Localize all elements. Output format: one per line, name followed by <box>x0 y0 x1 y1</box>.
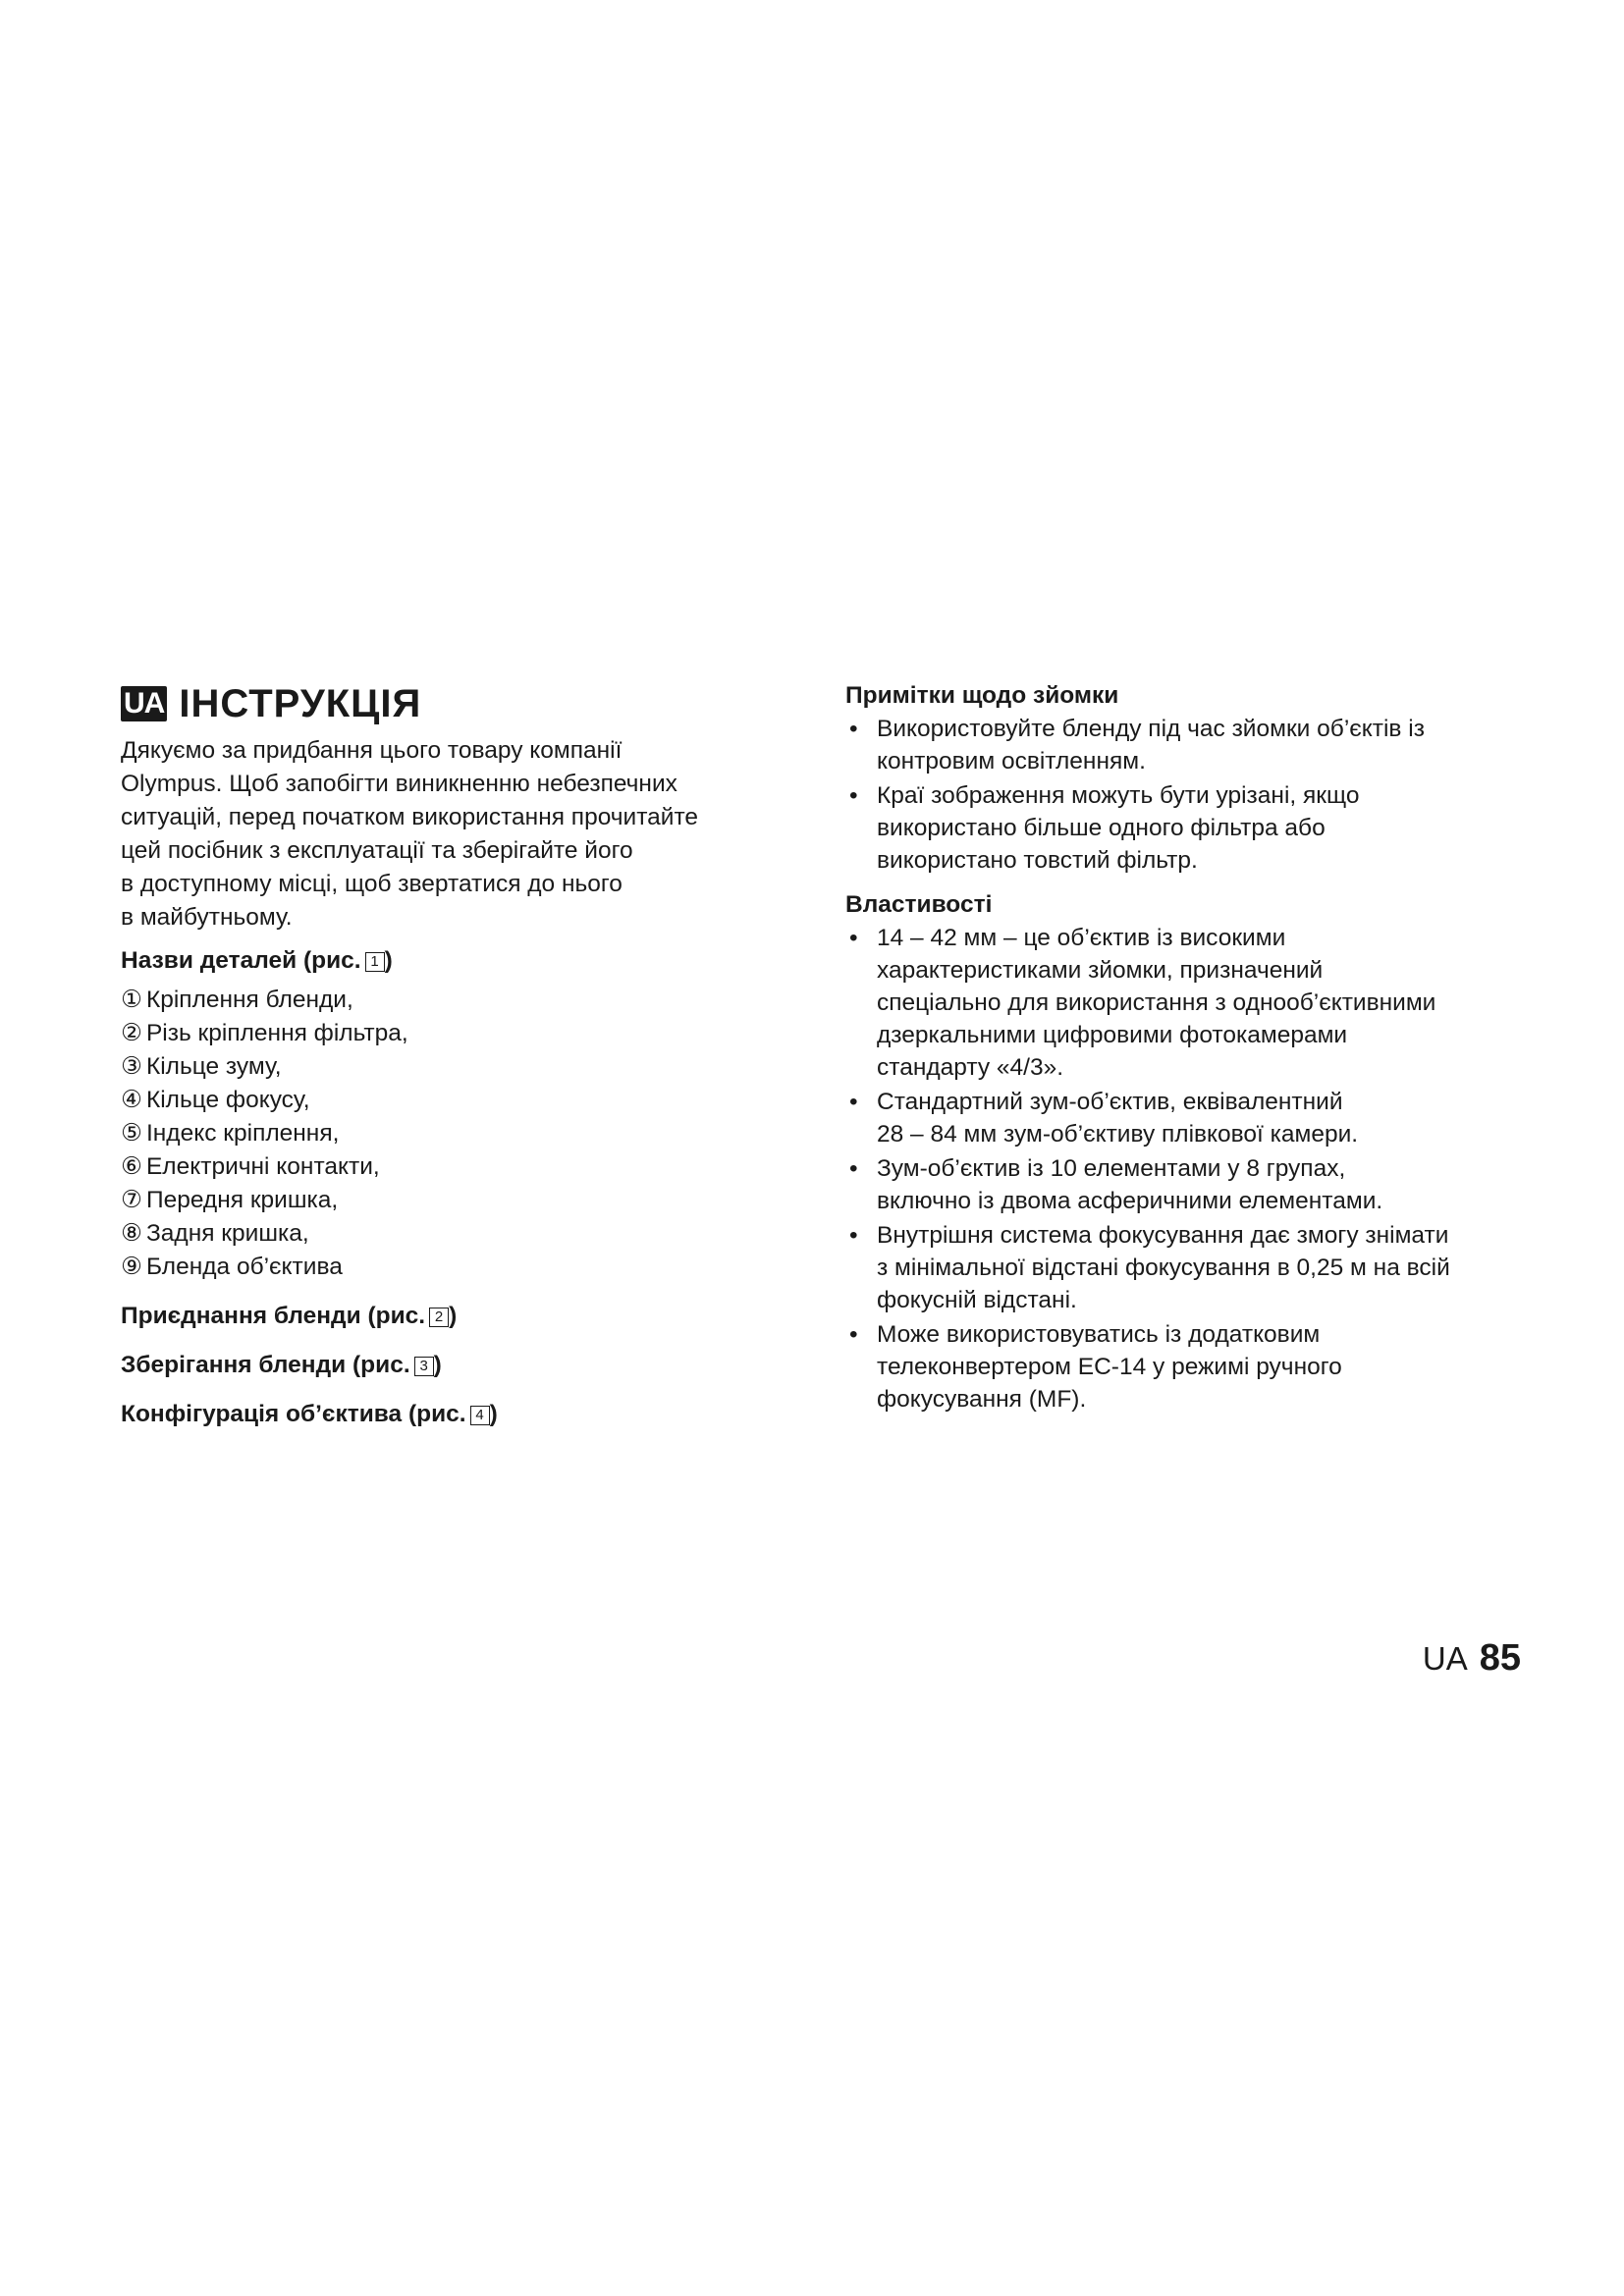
parts-list <box>121 984 788 1284</box>
list-item: ⑨ Бленда об’єктива <box>121 1254 343 1280</box>
list-item: ③ Кільце зуму, <box>121 1053 282 1080</box>
shooting-notes-heading: Примітки щодо зйомки <box>845 682 1119 709</box>
list-item: • Зум-об’єктив із 10 елементами у 8 групах, включно із двома асферичними елементами. <box>849 1155 1383 1214</box>
page-title: ІНСТРУКЦІЯ <box>179 681 422 725</box>
list-item: • Краї зображення можуть бути урізані, якщо використано більше одного фільтра або використано товстий фільтр. <box>849 782 1360 874</box>
store-hood-heading: Зберігання бленди (рис. 3 ) <box>121 1352 442 1378</box>
intro-line: в майбутньому. <box>121 904 293 931</box>
intro-line: ситуацій, перед початком використання прочитайте <box>121 804 699 830</box>
page-number <box>1423 1637 1521 1680</box>
figure-ref-4: 4 <box>470 1406 490 1425</box>
features-heading: Властивості <box>845 891 993 918</box>
list-item: ① Кріплення бленди, <box>121 987 353 1013</box>
figure-ref-1: 1 <box>365 952 385 972</box>
right-column <box>845 679 1523 1417</box>
list-item: • Внутрішня система фокусування дає змогу знімати з мінімальної відстані фокусування в 0,25 м на всій фокусній відстані. <box>849 1222 1450 1313</box>
shooting-notes-list <box>845 713 1523 877</box>
intro-line: в доступному місці, щоб звертатися до нього <box>121 871 623 897</box>
list-item: ⑥ Електричні контакти, <box>121 1153 380 1180</box>
list-item: ⑧ Задня кришка, <box>121 1220 309 1247</box>
list-item: • Стандартний зум-об’єктив, еквівалентний 28 – 84 мм зум-об’єктиву плівкової камери. <box>849 1089 1359 1148</box>
list-item: ⑦ Передня кришка, <box>121 1187 339 1213</box>
list-item: ⑤ Індекс кріплення, <box>121 1120 340 1147</box>
intro-paragraph <box>121 734 788 934</box>
attach-hood-heading: Приєднання бленди (рис. 2 ) <box>121 1303 458 1329</box>
parts-heading: Назви деталей (рис. 1 ) <box>121 947 393 974</box>
intro-line: цей посібник з експлуатації та зберігайте його <box>121 837 633 864</box>
list-item: • 14 – 42 мм – це об’єктив із високими характеристиками зйомки, призначений спеціально для використання з однооб’єктивними дзеркальними цифровими фотокамерами стандарту «4/3». <box>849 925 1436 1081</box>
list-item: ② Різь кріплення фільтра, <box>121 1020 408 1046</box>
language-badge: UA <box>121 686 167 721</box>
list-item: • Може використовуватись із додатковим телеконвертером EC-14 у режимі ручного фокусування (MF). <box>849 1321 1342 1413</box>
page-language-code: UA <box>1422 1640 1468 1677</box>
list-item: ④ Кільце фокусу, <box>121 1087 310 1113</box>
page-number-value: 85 <box>1479 1637 1521 1679</box>
left-column <box>121 679 788 1431</box>
list-item: • Використовуйте бленду під час зйомки об’єктів із контровим освітленням. <box>849 716 1425 774</box>
figure-ref-2: 2 <box>429 1308 449 1327</box>
intro-line: Olympus. Щоб запобігти виникненню небезпечних <box>121 771 677 797</box>
title-row <box>121 679 788 728</box>
lens-config-heading: Конфігурація об’єктива (рис. 4 ) <box>121 1401 498 1427</box>
figure-ref-3: 3 <box>414 1357 434 1376</box>
features-list <box>845 922 1523 1415</box>
intro-line: Дякуємо за придбання цього товару компанії <box>121 737 623 764</box>
